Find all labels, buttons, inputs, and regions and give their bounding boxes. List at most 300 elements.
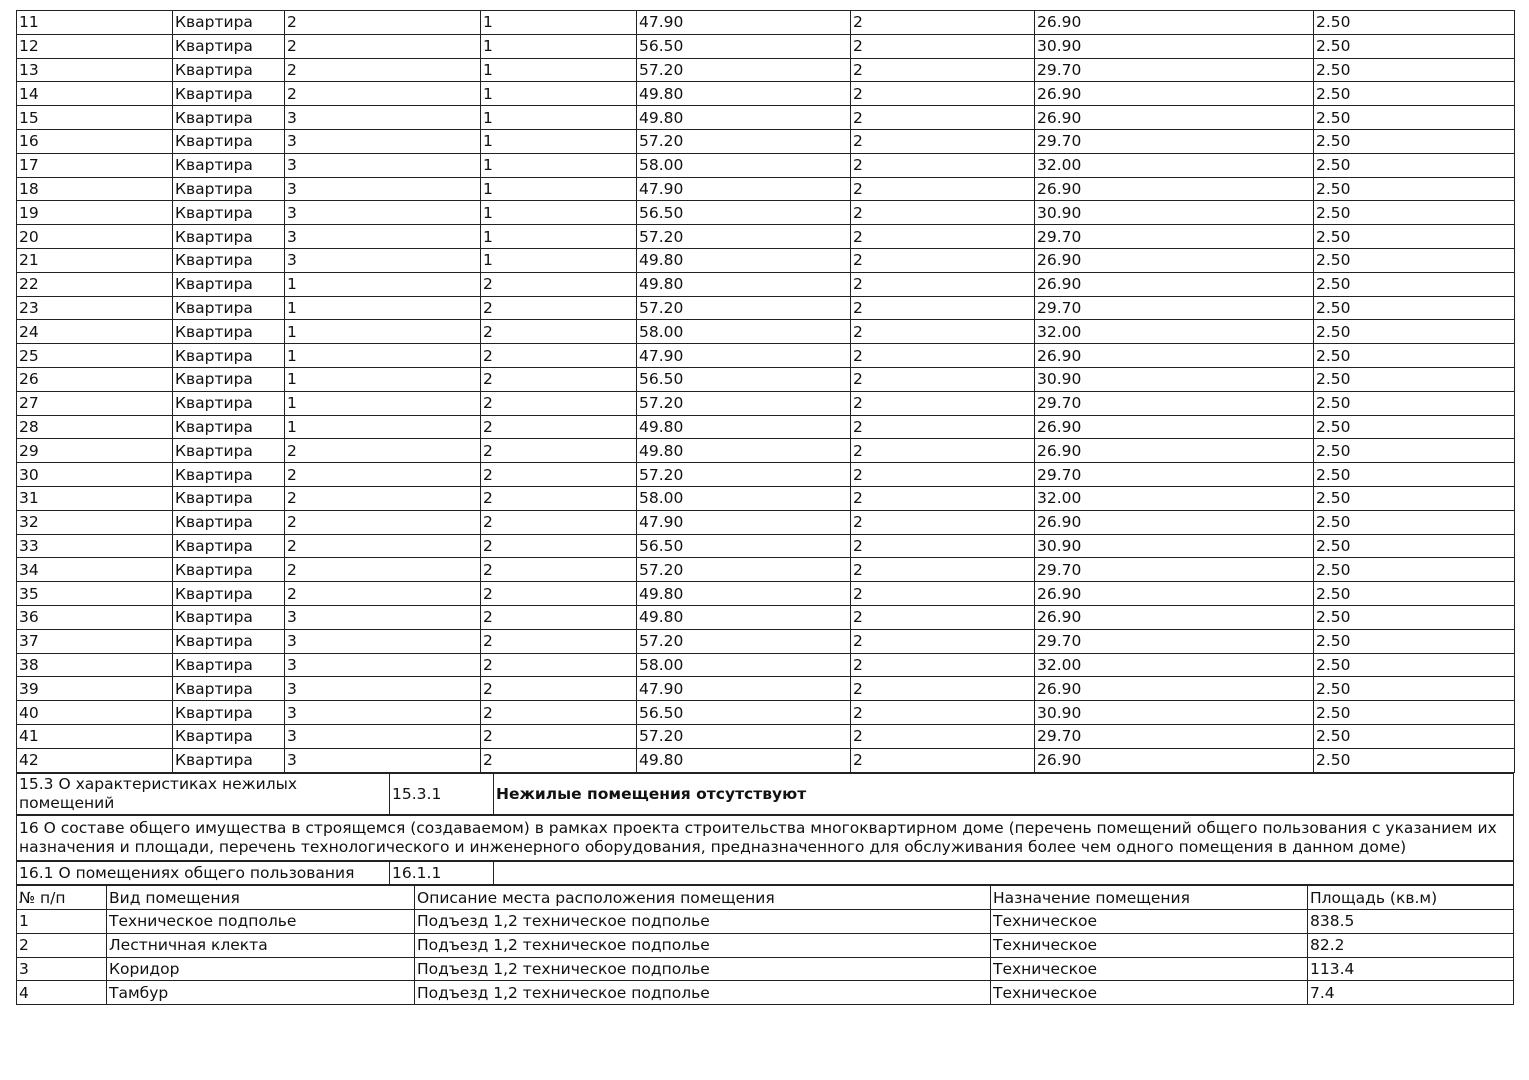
- apt-type: Квартира: [173, 486, 285, 510]
- apt-ceiling-height: 2.50: [1314, 248, 1515, 272]
- apt-living-area: 26.90: [1035, 106, 1314, 130]
- apt-number: 29: [17, 439, 173, 463]
- header-area: Площадь (кв.м): [1308, 886, 1514, 910]
- apt-number: 37: [17, 629, 173, 653]
- apt-floor: 2: [481, 582, 637, 606]
- apartment-row: [17, 605, 1515, 629]
- apt-number: 14: [17, 82, 173, 106]
- apt-ceiling-height: 2.50: [1314, 391, 1515, 415]
- apt-type: Квартира: [173, 391, 285, 415]
- apt-living-area: 29.70: [1035, 629, 1314, 653]
- apt-living-area: 32.00: [1035, 486, 1314, 510]
- apt-floor: 1: [481, 248, 637, 272]
- apt-living-area: 29.70: [1035, 391, 1314, 415]
- apt-rooms: 2: [851, 177, 1035, 201]
- apt-rooms: 2: [851, 653, 1035, 677]
- apt-living-area: 26.90: [1035, 439, 1314, 463]
- apt-type: Квартира: [173, 201, 285, 225]
- apartment-row: [17, 34, 1515, 58]
- apartment-row: [17, 129, 1515, 153]
- apartment-row: [17, 510, 1515, 534]
- apt-entrance: 3: [285, 225, 481, 249]
- apt-total-area: 56.50: [637, 201, 851, 225]
- apt-number: 21: [17, 248, 173, 272]
- apt-floor: 2: [481, 272, 637, 296]
- apt-floor: 1: [481, 106, 637, 130]
- apt-ceiling-height: 2.50: [1314, 367, 1515, 391]
- apt-floor: 2: [481, 296, 637, 320]
- apt-number: 30: [17, 463, 173, 487]
- apt-rooms: 2: [851, 272, 1035, 296]
- apt-rooms: 2: [851, 320, 1035, 344]
- apartment-row: [17, 153, 1515, 177]
- apt-entrance: 1: [285, 367, 481, 391]
- apartment-row: [17, 225, 1515, 249]
- apt-total-area: 57.20: [637, 296, 851, 320]
- apt-ceiling-height: 2.50: [1314, 510, 1515, 534]
- section-16-1-label: 16.1 О помещениях общего пользования: [17, 861, 390, 885]
- apt-type: Квартира: [173, 225, 285, 249]
- section-16-1-code: 16.1.1: [390, 861, 494, 885]
- apt-type: Квартира: [173, 415, 285, 439]
- apt-total-area: 49.80: [637, 106, 851, 130]
- apt-living-area: 29.70: [1035, 463, 1314, 487]
- header-number: № п/п: [17, 886, 107, 910]
- apartment-row: [17, 724, 1515, 748]
- room-type: Лестничная клекта: [107, 933, 415, 957]
- apt-entrance: 3: [285, 629, 481, 653]
- apt-ceiling-height: 2.50: [1314, 724, 1515, 748]
- apt-rooms: 2: [851, 34, 1035, 58]
- apt-ceiling-height: 2.50: [1314, 11, 1515, 35]
- apartment-row: [17, 629, 1515, 653]
- apt-rooms: 2: [851, 11, 1035, 35]
- apt-rooms: 2: [851, 724, 1035, 748]
- apt-total-area: 58.00: [637, 653, 851, 677]
- apt-total-area: 56.50: [637, 34, 851, 58]
- section-16-row: [17, 815, 1514, 860]
- apt-type: Квартира: [173, 629, 285, 653]
- apt-number: 15: [17, 106, 173, 130]
- apt-number: 42: [17, 748, 173, 772]
- apt-rooms: 2: [851, 129, 1035, 153]
- common-room-row: [17, 910, 1514, 934]
- apt-living-area: 26.90: [1035, 415, 1314, 439]
- apt-total-area: 49.80: [637, 248, 851, 272]
- apt-rooms: 2: [851, 486, 1035, 510]
- apt-ceiling-height: 2.50: [1314, 106, 1515, 130]
- apt-entrance: 2: [285, 58, 481, 82]
- apt-ceiling-height: 2.50: [1314, 748, 1515, 772]
- apt-floor: 1: [481, 58, 637, 82]
- header-location: Описание места расположения помещения: [415, 886, 991, 910]
- apt-total-area: 49.80: [637, 272, 851, 296]
- apt-rooms: 2: [851, 58, 1035, 82]
- apt-entrance: 2: [285, 11, 481, 35]
- room-number: 4: [17, 981, 107, 1005]
- apt-living-area: 30.90: [1035, 201, 1314, 225]
- apt-floor: 2: [481, 367, 637, 391]
- room-area: 838.5: [1308, 910, 1514, 934]
- apartment-row: [17, 534, 1515, 558]
- apt-living-area: 26.90: [1035, 82, 1314, 106]
- apt-floor: 2: [481, 415, 637, 439]
- apt-floor: 1: [481, 153, 637, 177]
- apt-living-area: 26.90: [1035, 272, 1314, 296]
- apartment-row: [17, 463, 1515, 487]
- apt-number: 16: [17, 129, 173, 153]
- apt-total-area: 57.20: [637, 558, 851, 582]
- room-location: Подъезд 1,2 техническое подполье: [415, 910, 991, 934]
- apt-type: Квартира: [173, 296, 285, 320]
- apt-living-area: 30.90: [1035, 701, 1314, 725]
- apt-type: Квартира: [173, 58, 285, 82]
- header-room-type: Вид помещения: [107, 886, 415, 910]
- common-rooms-header: [17, 886, 1514, 910]
- apt-living-area: 29.70: [1035, 129, 1314, 153]
- apt-floor: 2: [481, 629, 637, 653]
- apt-ceiling-height: 2.50: [1314, 582, 1515, 606]
- apt-type: Квартира: [173, 653, 285, 677]
- apt-living-area: 26.90: [1035, 344, 1314, 368]
- header-purpose: Назначение помещения: [991, 886, 1308, 910]
- apt-type: Квартира: [173, 748, 285, 772]
- room-number: 1: [17, 910, 107, 934]
- apt-total-area: 56.50: [637, 367, 851, 391]
- apt-floor: 2: [481, 534, 637, 558]
- apt-floor: 2: [481, 748, 637, 772]
- apt-number: 36: [17, 605, 173, 629]
- apt-living-area: 32.00: [1035, 320, 1314, 344]
- apt-type: Квартира: [173, 106, 285, 130]
- apartment-row: [17, 248, 1515, 272]
- apt-total-area: 49.80: [637, 748, 851, 772]
- apt-total-area: 47.90: [637, 677, 851, 701]
- apt-entrance: 3: [285, 129, 481, 153]
- apt-total-area: 47.90: [637, 11, 851, 35]
- apt-ceiling-height: 2.50: [1314, 486, 1515, 510]
- apt-ceiling-height: 2.50: [1314, 415, 1515, 439]
- apt-number: 20: [17, 225, 173, 249]
- apt-type: Квартира: [173, 463, 285, 487]
- apt-number: 22: [17, 272, 173, 296]
- section-16-1-row: [17, 861, 1514, 885]
- apt-type: Квартира: [173, 582, 285, 606]
- apt-total-area: 57.20: [637, 225, 851, 249]
- apt-floor: 2: [481, 391, 637, 415]
- room-location: Подъезд 1,2 техническое подполье: [415, 933, 991, 957]
- apt-number: 27: [17, 391, 173, 415]
- apartment-row: [17, 701, 1515, 725]
- apt-rooms: 2: [851, 296, 1035, 320]
- apt-ceiling-height: 2.50: [1314, 153, 1515, 177]
- apt-type: Квартира: [173, 272, 285, 296]
- apartment-row: [17, 367, 1515, 391]
- apt-floor: 2: [481, 701, 637, 725]
- apt-ceiling-height: 2.50: [1314, 677, 1515, 701]
- section-16-table: [16, 815, 1514, 861]
- apt-type: Квартира: [173, 344, 285, 368]
- room-purpose: Техническое: [991, 910, 1308, 934]
- apt-ceiling-height: 2.50: [1314, 463, 1515, 487]
- apartment-row: [17, 748, 1515, 772]
- apt-floor: 2: [481, 677, 637, 701]
- section-15-3-row: [17, 773, 1514, 814]
- apt-living-area: 26.90: [1035, 582, 1314, 606]
- apt-type: Квартира: [173, 82, 285, 106]
- apt-floor: 2: [481, 320, 637, 344]
- apt-ceiling-height: 2.50: [1314, 177, 1515, 201]
- apt-entrance: 2: [285, 486, 481, 510]
- room-location: Подъезд 1,2 техническое подполье: [415, 957, 991, 981]
- apt-living-area: 26.90: [1035, 248, 1314, 272]
- apt-rooms: 2: [851, 582, 1035, 606]
- apartment-row: [17, 177, 1515, 201]
- apartments-table: [16, 10, 1515, 773]
- apt-rooms: 2: [851, 367, 1035, 391]
- apt-ceiling-height: 2.50: [1314, 58, 1515, 82]
- apartment-row: [17, 486, 1515, 510]
- apt-rooms: 2: [851, 153, 1035, 177]
- apt-type: Квартира: [173, 439, 285, 463]
- apt-floor: 2: [481, 439, 637, 463]
- apt-entrance: 2: [285, 34, 481, 58]
- apt-floor: 1: [481, 225, 637, 249]
- apt-total-area: 57.20: [637, 391, 851, 415]
- apt-type: Квартира: [173, 153, 285, 177]
- apt-ceiling-height: 2.50: [1314, 201, 1515, 225]
- apt-total-area: 57.20: [637, 724, 851, 748]
- apt-total-area: 57.20: [637, 629, 851, 653]
- apt-type: Квартира: [173, 510, 285, 534]
- apt-rooms: 2: [851, 677, 1035, 701]
- apt-total-area: 56.50: [637, 534, 851, 558]
- apt-living-area: 26.90: [1035, 677, 1314, 701]
- apt-rooms: 2: [851, 391, 1035, 415]
- room-purpose: Техническое: [991, 957, 1308, 981]
- apt-ceiling-height: 2.50: [1314, 439, 1515, 463]
- apt-floor: 2: [481, 724, 637, 748]
- apt-floor: 1: [481, 34, 637, 58]
- apt-type: Квартира: [173, 320, 285, 344]
- apt-floor: 2: [481, 486, 637, 510]
- apt-entrance: 3: [285, 201, 481, 225]
- room-number: 3: [17, 957, 107, 981]
- section-16-text: 16 О составе общего имущества в строящемся (создаваемом) в рамках проекта строительства многоквартирном доме (перечень помещений общего пользования с указанием их назначения и площади, перечень технологического и инженерного оборудования, предназначенного для обслуживания более чем одного помещения в данном доме): [17, 815, 1514, 860]
- apt-rooms: 2: [851, 510, 1035, 534]
- apt-living-area: 29.70: [1035, 58, 1314, 82]
- apt-type: Квартира: [173, 701, 285, 725]
- apartment-row: [17, 415, 1515, 439]
- room-purpose: Техническое: [991, 933, 1308, 957]
- apt-living-area: 29.70: [1035, 724, 1314, 748]
- room-location: Подъезд 1,2 техническое подполье: [415, 981, 991, 1005]
- apartment-row: [17, 653, 1515, 677]
- apt-total-area: 49.80: [637, 415, 851, 439]
- apt-rooms: 2: [851, 463, 1035, 487]
- apt-entrance: 1: [285, 415, 481, 439]
- apt-entrance: 1: [285, 296, 481, 320]
- apt-number: 34: [17, 558, 173, 582]
- apt-living-area: 26.90: [1035, 510, 1314, 534]
- room-area: 113.4: [1308, 957, 1514, 981]
- apt-ceiling-height: 2.50: [1314, 605, 1515, 629]
- apartment-row: [17, 582, 1515, 606]
- apt-number: 31: [17, 486, 173, 510]
- apt-living-area: 32.00: [1035, 153, 1314, 177]
- apt-rooms: 2: [851, 248, 1035, 272]
- apt-floor: 1: [481, 11, 637, 35]
- apt-rooms: 2: [851, 558, 1035, 582]
- apt-floor: 2: [481, 558, 637, 582]
- apartment-row: [17, 558, 1515, 582]
- apt-number: 28: [17, 415, 173, 439]
- apt-entrance: 3: [285, 177, 481, 201]
- apt-number: 12: [17, 34, 173, 58]
- apt-total-area: 58.00: [637, 486, 851, 510]
- apt-living-area: 29.70: [1035, 225, 1314, 249]
- apt-entrance: 2: [285, 558, 481, 582]
- section-15-3-code: 15.3.1: [390, 773, 494, 814]
- apt-ceiling-height: 2.50: [1314, 296, 1515, 320]
- apartment-row: [17, 391, 1515, 415]
- apt-number: 33: [17, 534, 173, 558]
- apt-living-area: 30.90: [1035, 367, 1314, 391]
- apartment-row: [17, 58, 1515, 82]
- apt-type: Квартира: [173, 11, 285, 35]
- section-16-1-value: [494, 861, 1514, 885]
- apartment-row: [17, 320, 1515, 344]
- apt-rooms: 2: [851, 415, 1035, 439]
- apartment-row: [17, 11, 1515, 35]
- section-15-3-value: Нежилые помещения отсутствуют: [494, 773, 1514, 814]
- room-type: Тамбур: [107, 981, 415, 1005]
- apt-entrance: 3: [285, 701, 481, 725]
- apt-total-area: 57.20: [637, 463, 851, 487]
- room-area: 82.2: [1308, 933, 1514, 957]
- apt-total-area: 49.80: [637, 439, 851, 463]
- apt-number: 19: [17, 201, 173, 225]
- section-16-1-table: [16, 861, 1514, 886]
- apt-number: 40: [17, 701, 173, 725]
- apt-ceiling-height: 2.50: [1314, 701, 1515, 725]
- apartment-row: [17, 201, 1515, 225]
- apt-floor: 2: [481, 510, 637, 534]
- apt-floor: 2: [481, 653, 637, 677]
- apt-entrance: 1: [285, 344, 481, 368]
- apt-type: Квартира: [173, 534, 285, 558]
- apt-floor: 1: [481, 129, 637, 153]
- apt-ceiling-height: 2.50: [1314, 344, 1515, 368]
- apt-floor: 1: [481, 82, 637, 106]
- room-purpose: Техническое: [991, 981, 1308, 1005]
- apt-total-area: 57.20: [637, 129, 851, 153]
- common-room-row: [17, 933, 1514, 957]
- apt-rooms: 2: [851, 225, 1035, 249]
- apt-ceiling-height: 2.50: [1314, 272, 1515, 296]
- apt-ceiling-height: 2.50: [1314, 82, 1515, 106]
- apt-living-area: 29.70: [1035, 296, 1314, 320]
- section-15-3-table: [16, 773, 1514, 815]
- apt-floor: 2: [481, 344, 637, 368]
- apt-number: 26: [17, 367, 173, 391]
- apt-entrance: 3: [285, 248, 481, 272]
- apt-type: Квартира: [173, 558, 285, 582]
- apartment-row: [17, 344, 1515, 368]
- apt-rooms: 2: [851, 629, 1035, 653]
- apt-rooms: 2: [851, 534, 1035, 558]
- apt-entrance: 2: [285, 582, 481, 606]
- apt-total-area: 58.00: [637, 320, 851, 344]
- common-room-row: [17, 957, 1514, 981]
- apartment-row: [17, 82, 1515, 106]
- apt-entrance: 3: [285, 724, 481, 748]
- apt-total-area: 49.80: [637, 605, 851, 629]
- apt-number: 25: [17, 344, 173, 368]
- apt-number: 32: [17, 510, 173, 534]
- apt-floor: 2: [481, 605, 637, 629]
- apt-entrance: 2: [285, 534, 481, 558]
- apt-living-area: 29.70: [1035, 558, 1314, 582]
- apt-entrance: 3: [285, 748, 481, 772]
- document: [16, 10, 1514, 1005]
- apartment-row: [17, 272, 1515, 296]
- apt-total-area: 49.80: [637, 582, 851, 606]
- apt-total-area: 47.90: [637, 177, 851, 201]
- apt-number: 17: [17, 153, 173, 177]
- apt-type: Квартира: [173, 248, 285, 272]
- section-15-3-label: 15.3 О характеристиках нежилых помещений: [17, 773, 390, 814]
- apt-rooms: 2: [851, 344, 1035, 368]
- apt-entrance: 2: [285, 439, 481, 463]
- apt-ceiling-height: 2.50: [1314, 653, 1515, 677]
- common-rooms-table: [16, 885, 1514, 1005]
- apt-entrance: 1: [285, 391, 481, 415]
- apt-number: 13: [17, 58, 173, 82]
- apt-entrance: 1: [285, 272, 481, 296]
- room-type: Коридор: [107, 957, 415, 981]
- apt-entrance: 3: [285, 677, 481, 701]
- apt-type: Квартира: [173, 724, 285, 748]
- apt-living-area: 26.90: [1035, 177, 1314, 201]
- apt-number: 23: [17, 296, 173, 320]
- apt-entrance: 3: [285, 653, 481, 677]
- apt-rooms: 2: [851, 82, 1035, 106]
- apt-number: 18: [17, 177, 173, 201]
- apt-entrance: 3: [285, 106, 481, 130]
- apt-ceiling-height: 2.50: [1314, 225, 1515, 249]
- apt-rooms: 2: [851, 201, 1035, 225]
- apt-number: 35: [17, 582, 173, 606]
- apt-ceiling-height: 2.50: [1314, 129, 1515, 153]
- apt-number: 39: [17, 677, 173, 701]
- apartment-row: [17, 677, 1515, 701]
- apt-entrance: 2: [285, 463, 481, 487]
- apt-living-area: 32.00: [1035, 653, 1314, 677]
- apt-entrance: 2: [285, 82, 481, 106]
- apartment-row: [17, 439, 1515, 463]
- apt-floor: 1: [481, 201, 637, 225]
- apt-type: Квартира: [173, 34, 285, 58]
- apt-total-area: 57.20: [637, 58, 851, 82]
- apt-number: 24: [17, 320, 173, 344]
- apt-ceiling-height: 2.50: [1314, 558, 1515, 582]
- apt-number: 38: [17, 653, 173, 677]
- room-area: 7.4: [1308, 981, 1514, 1005]
- apt-rooms: 2: [851, 748, 1035, 772]
- apt-total-area: 47.90: [637, 344, 851, 368]
- apt-living-area: 26.90: [1035, 605, 1314, 629]
